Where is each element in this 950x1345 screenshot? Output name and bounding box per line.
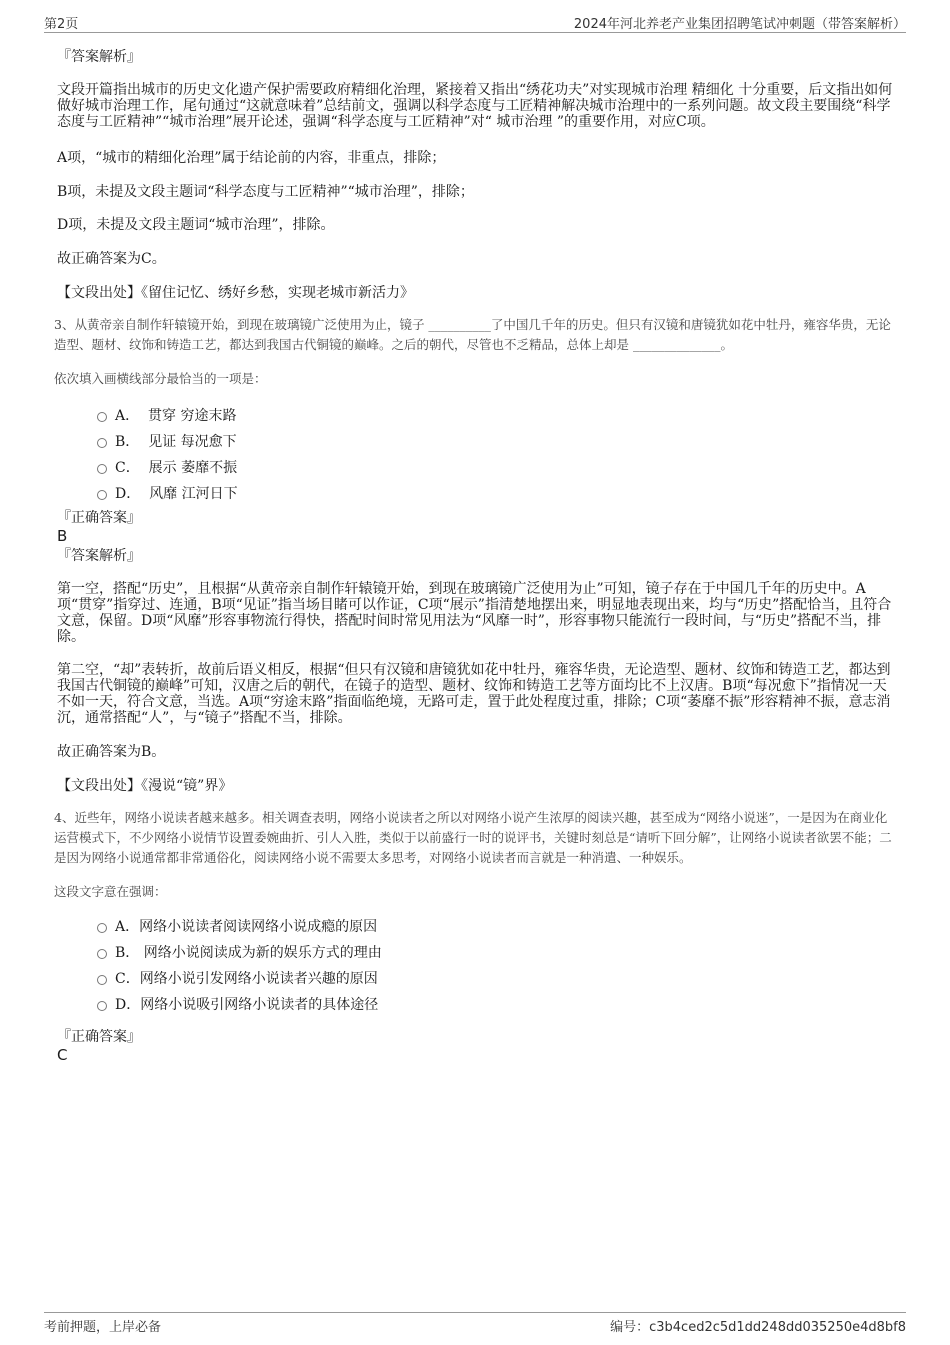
question-4: 4、近些年，网络小说读者越来越多。相关调查表明，网络小说读者之所以对网络小说产生浓厚的阅读兴趣，甚至成为“网络小说迷”，一是因为在商业化运营模式下，不少网络小说情节设置委婉曲折、引人入胜，类似于以前盛行一时的说评书，关键时刻总是“请听下回分解”，让网络小说读者欲罢不能；二是因为网络小说通常都非常通俗化，阅读网络小说不需要太多思考，对网络小说读者而言就是一种消遣、一种娱乐。	[54, 810, 892, 865]
radio-icon[interactable]	[97, 975, 107, 985]
correct-answer: B	[57, 527, 68, 545]
analysis-label: 『答案解析』	[57, 548, 141, 564]
radio-icon[interactable]	[97, 923, 107, 933]
content	[54, 48, 897, 1064]
option-d[interactable]	[57, 481, 897, 507]
radio-icon[interactable]	[97, 490, 107, 500]
analysis-paragraph: B项，未提及文段主题词“科学态度与工匠精神”“城市治理”，排除；	[57, 184, 474, 200]
analysis-paragraph: D项，未提及文段主题词“城市治理”，排除。	[57, 217, 335, 233]
correct-answer-label: 『正确答案』	[57, 510, 141, 526]
page-header	[44, 12, 906, 33]
analysis-paragraph: A项，“城市的精细化治理”属于结论前的内容，非重点，排除；	[57, 150, 446, 166]
option-a[interactable]	[57, 914, 897, 940]
option-b[interactable]	[57, 940, 897, 966]
document-id: 编号：c3b4ced2c5d1dd248dd035250e4d8bf8	[610, 1319, 906, 1335]
question-4-options	[57, 914, 897, 1018]
option-text: 网络小说读者阅读网络小说成瘾的原因	[139, 919, 378, 935]
radio-icon[interactable]	[97, 949, 107, 959]
option-key: A．	[115, 408, 140, 424]
option-text: 风靡 江河日下	[149, 486, 238, 502]
question-3: 3、从黄帝亲自制作轩辕镜开始，到现在玻璃镜广泛使用为止，镜子 __________了中国几千年的历史。但只有汉镜和唐镜犹如花中牡丹，雍容华贵，无论造型、题材、纹饰和铸造工艺，都达到我国古代铜镜的巅峰。之后的朝代，尽管也不乏精品，总体上却是 ______________。	[54, 317, 891, 352]
document-title: 2024年河北养老产业集团招聘笔试冲刺题（带答案解析）	[573, 16, 906, 32]
footer-slogan: 考前押题，上岸必备	[44, 1319, 162, 1335]
analysis-paragraph: 文段开篇指出城市的历史文化遗产保护需要政府精细化治理，紧接着又指出“绣花功夫”对实现城市治理 精细化 十分重要，后文指出如何做好城市治理工作，尾句通过“这就意味着”总结前文，强调以科学态度与工匠精神解决城市治理中的一系列问题。故文段主要围绕“科学态度与工匠精神”“城市治理”展开论述，强调“科学态度与工匠精神”对“ 城市治理 ”的重要作用，对应C项。	[57, 82, 893, 130]
option-b[interactable]	[57, 429, 897, 455]
analysis-label: 『答案解析』	[57, 49, 141, 65]
option-key: B．	[115, 434, 140, 450]
option-text: 网络小说引发网络小说读者兴趣的原因	[139, 971, 378, 987]
radio-icon[interactable]	[97, 1001, 107, 1011]
radio-icon[interactable]	[97, 464, 107, 474]
question-3-options	[57, 403, 897, 507]
option-c[interactable]	[57, 966, 897, 992]
option-c[interactable]	[57, 455, 897, 481]
question-4-prompt: 这段文字意在强调：	[54, 884, 167, 899]
option-text: 网络小说吸引网络小说读者的具体途径	[140, 997, 379, 1013]
option-text: 展示 萎靡不振	[148, 460, 238, 476]
option-text: 贯穿 穷途末路	[148, 408, 237, 424]
option-key: B．	[115, 945, 140, 961]
option-d[interactable]	[57, 992, 897, 1018]
option-a[interactable]	[57, 403, 897, 429]
conclusion: 故正确答案为B。	[57, 744, 166, 760]
option-key: D．	[115, 997, 141, 1013]
question-3-prompt: 依次填入画横线部分最恰当的一项是：	[54, 371, 267, 386]
option-text: 网络小说阅读成为新的娱乐方式的理由	[143, 945, 382, 961]
conclusion: 故正确答案为C。	[57, 251, 166, 267]
radio-icon[interactable]	[97, 412, 107, 422]
source-citation: 【文段出处】《漫说“镜”界》	[57, 778, 233, 794]
correct-answer-label: 『正确答案』	[57, 1029, 141, 1045]
source-citation: 【文段出处】《留住记忆、绣好乡愁，实现老城市新活力》	[57, 285, 414, 301]
option-key: D．	[115, 486, 141, 502]
option-key: C．	[115, 971, 140, 987]
option-key: C．	[115, 460, 140, 476]
option-key: A．	[115, 919, 140, 935]
page-footer	[44, 1312, 906, 1335]
option-text: 见证 每况愈下	[148, 434, 237, 450]
page-number: 第2页	[44, 16, 79, 32]
analysis-paragraph: 第一空，搭配“历史”，且根据“从黄帝亲自制作轩辕镜开始，到现在玻璃镜广泛使用为止”可知，镜子存在于中国几千年的历史中。A项“贯穿”指穿过、连通，B项“见证”指当场目睹可以作证，C项“展示”指清楚地摆出来，明显地表现出来，均与“历史”搭配恰当，且符合文意，保留。D项“风靡”形容事物流行得快，搭配时间时常见用法为“风靡一时”，形容事物只能流行一段时间，与“历史”搭配不当，排除。	[57, 581, 892, 645]
radio-icon[interactable]	[97, 438, 107, 448]
analysis-paragraph: 第二空，“却”表转折，故前后语义相反，根据“但只有汉镜和唐镜犹如花中牡丹，雍容华贵，无论造型、题材、纹饰和铸造工艺，都达到我国古代铜镜的巅峰”可知，汉唐之后的朝代，在镜子的造型、题材、纹饰和铸造工艺等方面均比不上汉唐。B项“每况愈下”指情况一天不如一天，符合文意，当选。A项“穷途末路”指面临绝境，无路可走，置于此处程度过重，排除；C项“萎靡不振”形容精神不振，意志消沉，通常搭配“人”，与“镜子”搭配不当，排除。	[57, 662, 891, 726]
correct-answer: C	[57, 1046, 68, 1064]
